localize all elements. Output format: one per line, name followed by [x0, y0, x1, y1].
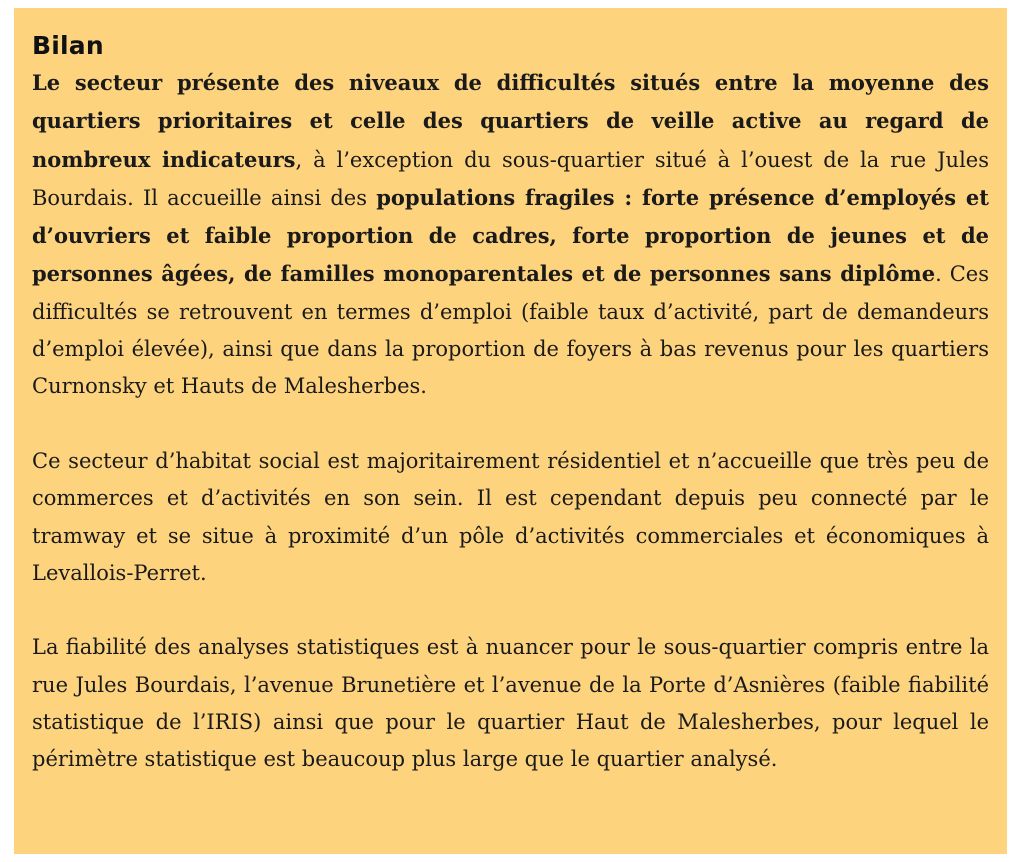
paragraph-housing	[32, 443, 989, 592]
text-segment: . Ces difficultés se retrouvent en termes d’emploi (faible taux d’activité, part de demandeurs d’emploi élevée), ainsi que dans la proportion de foyers à bas revenus pour les quartiers Curnonsky et Hauts de Malesherbes.	[32, 262, 989, 399]
paragraph-summary	[32, 64, 989, 406]
paragraph-reliability	[32, 629, 989, 778]
text-segment: Ce secteur d’habitat social est majoritairement résidentiel et n’accueille que très peu de commerces et d’activités en son sein. Il est cependant depuis peu connecté par le tramway et se situe à proximité d’un pôle d’activités commerciales et économiques à Levallois-Perret.	[32, 448, 989, 585]
text-segment-bold: populations fragiles : forte présence d’employés et d’ouvriers et faible proportion de cadres, forte proportion de jeunes et de personnes âgées, de familles monoparentales et de personnes sans diplôme	[32, 184, 989, 287]
box-title: Bilan	[32, 31, 104, 60]
text-segment-bold: Le secteur présente des niveaux de difficultés situés entre la moyenne des quartiers prioritaires et celle des quartiers de veille active au regard de nombreux indicateurs	[32, 70, 989, 172]
text-segment: La fiabilité des analyses statistiques est à nuancer pour le sous-quartier compris entre la rue Jules Bourdais, l’avenue Brunetière et l’avenue de la Porte d’Asnières (faible fiabilité statistique de l’IRIS) ainsi que pour le quartier Haut de Malesherbes, pour lequel le périmètre statistique est beaucoup plus large que le quartier analysé.	[32, 635, 989, 772]
bilan-box	[14, 8, 1007, 854]
text-segment: , à l’exception du sous-quartier situé à l’ouest de la rue Jules Bourdais. Il accueille ainsi des	[32, 147, 990, 210]
